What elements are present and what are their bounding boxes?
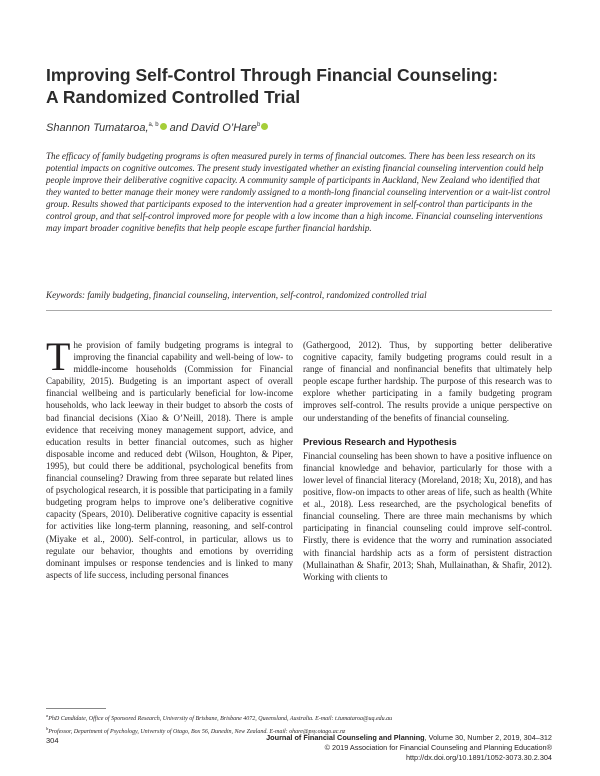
journal-citation: [266, 733, 552, 763]
orcid-icon[interactable]: [160, 123, 167, 130]
title-line-2: A Randomized Controlled Trial: [46, 87, 301, 107]
author-1-affiliation: a, b: [148, 122, 159, 128]
footnote-a-text: PhD Candidate, Office of Sponsored Research, University of Brisbane, Brisbane 4072, Queensland, Australia. E-mail: t.tumataroa@uq.edu.au: [48, 716, 393, 722]
section-paragraph: Financial counseling has been shown to have a positive influence on financial knowledge and behavior, particularly for those with a lower level of financial literacy (Moreland, 2018; Xu, 2018), and has positive, flow-on impacts to other areas of life, such as health (White et al., 2018). Less researched, are the psychological benefits of financial counseling. There are three main mechanisms by which participating in financial counseling could improve self-control. Firstly, there is evidence that the worry and rumination associated with financial hardship acts as a form of persistent distraction (Mullainathan & Shafir, 2013; Shah, Mullainathan, & Shafir, 2012). Working with clients to: [303, 450, 552, 582]
footnote-b-marker: b: [46, 726, 49, 731]
author-name-1: Shannon Tumataroa,: [46, 122, 149, 134]
copyright-line: © 2019 Association for Financial Counseling and Planning Education®: [324, 743, 552, 752]
title-line-1: Improving Self-Control Through Financial Counseling:: [46, 65, 499, 85]
author-name-2: and David O’Hare: [166, 122, 258, 134]
journal-issue: , Volume 30, Number 2, 2019, 304–312: [424, 733, 552, 742]
intro-paragraph: [46, 334, 293, 581]
footnote-divider: [46, 708, 106, 709]
journal-name: Journal of Financial Counseling and Planning: [266, 733, 425, 742]
author-2-affiliation: b: [257, 122, 261, 128]
article-title: [46, 64, 566, 108]
body-column-right: [303, 339, 552, 583]
keywords: Keywords: family budgeting, financial counseling, intervention, self-control, randomized controlled trial: [46, 290, 427, 300]
footnote-a: [46, 711, 566, 724]
body-column-left: [46, 334, 293, 581]
footnote-b-text: Professor, Department of Psychology, University of Otago, Box 56, Dunedin, New Zealand. E-mail: ohare@psy.otago.ac.nz: [48, 729, 346, 735]
page-number: 304: [46, 736, 59, 745]
section-heading: Previous Research and Hypothesis: [303, 436, 457, 447]
journal-line: [266, 733, 552, 743]
drop-cap: T: [46, 334, 71, 379]
doi-link[interactable]: http://dx.doi.org/10.1891/1052-3073.30.2.304: [405, 753, 552, 762]
intro-continuation: (Gathergood, 2012). Thus, by supporting better deliberative cognitive capacity, family budgeting programs could result in a range of financial and nonfinancial benefits that ultimately help people escape further hardship. The purpose of this research was to explore whether participating in a family budgeting program improves self-control. The results provide a unique perspective on our understanding of the benefits of financial counseling.: [303, 340, 552, 423]
footnote-a-marker: a: [46, 713, 49, 718]
section-divider: [46, 310, 552, 311]
abstract: The efficacy of family budgeting programs is often measured purely in terms of financial outcomes. There has been less research on its potential impacts on cognitive outcomes. The present study investigated whether an existing financial counseling intervention could help people improve their deliberative cognitive capacity. A community sample of participants in Auckland, New Zealand who identified that they wanted to better manage their money were randomly assigned to a month-long financial counseling intervention or a wait-list control group. Results showed that participants exposed to the intervention had a greater improvement in self-control than participants in the control group, and that self-control improved more for people with a low income than a high income. Financial counseling interventions may impart broader cognitive benefits that help people escape further financial hardship.: [46, 151, 551, 233]
author-list: [46, 122, 268, 134]
orcid-icon[interactable]: [261, 123, 268, 130]
intro-text: he provision of family budgeting programs is integral to improving the financial capability and well-being of low- to middle-income households (Commission for Financial Capability, 2015). Budgeting is an important aspect of overall financial wellbeing and is particularly beneficial for low-income households, who lack leeway in their budget to absorb the costs of bad financial decisions (Xiao & O’Neill, 2018). There is ample evidence that receiving money management support, advice, and education results in better financial outcomes, such as higher disposable income and reduced debt (Wilson, Houghton, & Piper, 1995), but could there be additional, psychological benefits from financial counseling? Drawing from three separate but related lines of psychological research, it is possible that participating in a family budgeting program helps to improve one’s deliberative cognitive capacity (Spears, 2010). Deliberative cognitive capacity is essential for activities like long-term planning, reasoning, and self-control (Miyake et al., 2000). Self-control, in particular, allows us to regulate our behavior, thoughts and emotions by overriding dominant impulses or response tendencies and is linked to many aspects of life success, including personal finances: [46, 340, 293, 580]
